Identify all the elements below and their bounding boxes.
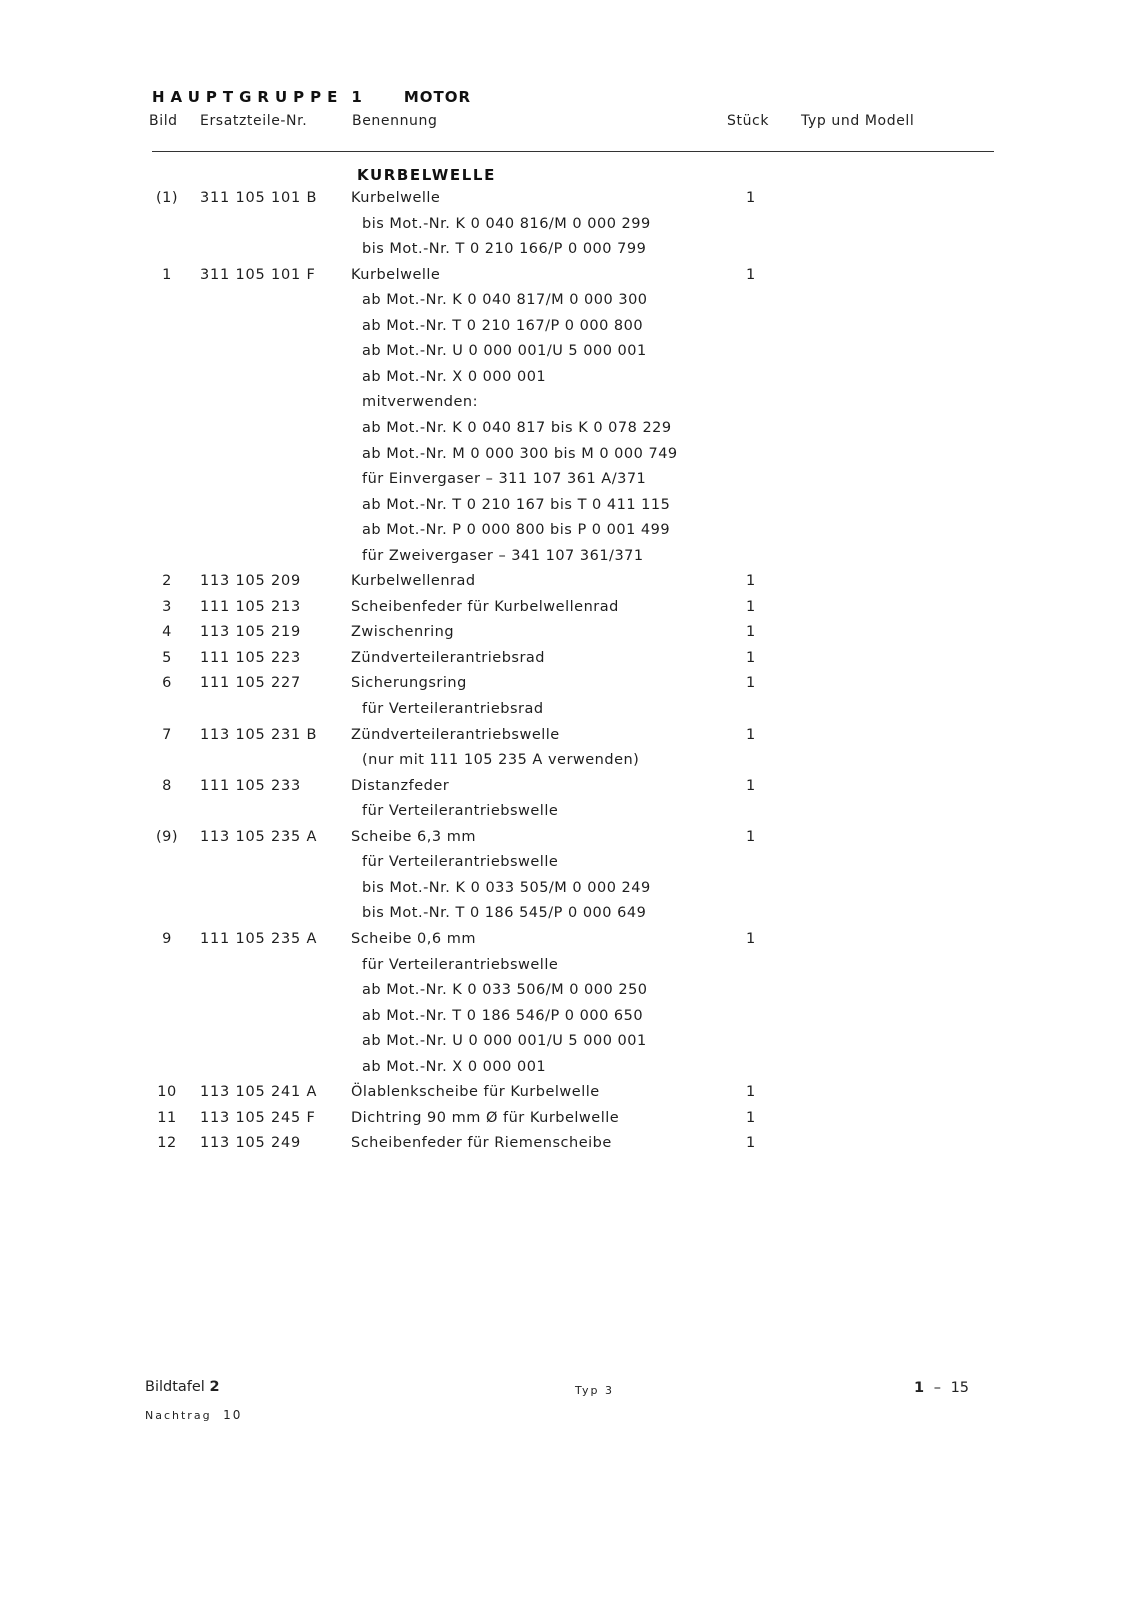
part-number-cell: 113 105 219 <box>200 624 302 640</box>
name-cell: (nur mit 111 105 235 A verwenden) <box>362 752 640 768</box>
name-cell: Scheibe 0,6 mm <box>351 931 476 947</box>
table-row-note <box>0 980 1142 1006</box>
name-cell: ab Mot.-Nr. U 0 000 001/U 5 000 001 <box>362 1033 647 1049</box>
name-cell: Zündverteilerantriebswelle <box>351 727 560 743</box>
part-number-cell: 113 105 241 A <box>200 1084 318 1100</box>
table-row <box>0 1108 1142 1134</box>
name-cell: ab Mot.-Nr. K 0 033 506/M 0 000 250 <box>362 982 648 998</box>
name-cell: Kurbelwelle <box>351 190 441 206</box>
table-row <box>0 1082 1142 1108</box>
name-cell: ab Mot.-Nr. T 0 210 167/P 0 000 800 <box>362 318 644 334</box>
name-cell: ab Mot.-Nr. X 0 000 001 <box>362 369 547 385</box>
supplement-reference <box>145 1408 242 1422</box>
name-cell: bis Mot.-Nr. T 0 210 166/P 0 000 799 <box>362 241 647 257</box>
name-cell: Scheibenfeder für Kurbelwellenrad <box>351 599 619 615</box>
part-number-cell: 311 105 101 B <box>200 190 318 206</box>
part-number-cell: 113 105 231 B <box>200 727 318 743</box>
table-row-note <box>0 1031 1142 1057</box>
group-label: HAUPTGRUPPE <box>152 88 344 106</box>
name-cell: für Einvergaser – 311 107 361 A/371 <box>362 471 647 487</box>
name-cell: Kurbelwelle <box>351 267 441 283</box>
table-row-note <box>0 750 1142 776</box>
name-cell: bis Mot.-Nr. K 0 040 816/M 0 000 299 <box>362 216 651 232</box>
part-number-cell: 113 105 249 <box>200 1135 302 1151</box>
name-cell: für Zweivergaser – 341 107 361/371 <box>362 548 644 564</box>
part-number-cell: 113 105 209 <box>200 573 302 589</box>
bild-cell: 7 <box>162 727 172 743</box>
bild-cell: 2 <box>162 573 172 589</box>
name-cell: Distanzfeder <box>351 778 450 794</box>
part-number-cell: 111 105 227 <box>200 675 302 691</box>
table-row-note <box>0 852 1142 878</box>
name-cell: Scheibenfeder für Riemenscheibe <box>351 1135 612 1151</box>
bild-cell: 10 <box>157 1084 177 1100</box>
table-row <box>0 673 1142 699</box>
table-row-note <box>0 469 1142 495</box>
quantity-cell: 1 <box>746 573 756 589</box>
quantity-cell: 1 <box>746 931 756 947</box>
quantity-cell: 1 <box>746 1084 756 1100</box>
part-number-cell: 113 105 245 F <box>200 1110 316 1126</box>
table-row-note <box>0 955 1142 981</box>
column-header-name: Benennung <box>352 113 438 129</box>
table-row <box>0 622 1142 648</box>
page-group: 1 <box>914 1380 925 1396</box>
table-row <box>0 776 1142 802</box>
page-number <box>914 1380 969 1396</box>
bild-cell: 8 <box>162 778 172 794</box>
bild-cell: 1 <box>162 267 172 283</box>
supplement-number: 10 <box>223 1408 243 1422</box>
bild-cell: 5 <box>162 650 172 666</box>
page-number-value: 15 <box>950 1380 970 1396</box>
quantity-cell: 1 <box>746 727 756 743</box>
section-title: KURBELWELLE <box>357 166 496 184</box>
name-cell: Zwischenring <box>351 624 455 640</box>
part-number-cell: 111 105 235 A <box>200 931 318 947</box>
name-cell: ab Mot.-Nr. K 0 040 817 bis K 0 078 229 <box>362 420 672 436</box>
name-cell: ab Mot.-Nr. T 0 186 546/P 0 000 650 <box>362 1008 644 1024</box>
table-row <box>0 571 1142 597</box>
group-number: 1 <box>351 88 368 106</box>
table-row <box>0 597 1142 623</box>
bild-cell: 12 <box>157 1135 177 1151</box>
table-row-note <box>0 214 1142 240</box>
table-row-note <box>0 801 1142 827</box>
bild-cell: 3 <box>162 599 172 615</box>
table-row-note <box>0 290 1142 316</box>
name-cell: ab Mot.-Nr. P 0 000 800 bis P 0 001 499 <box>362 522 671 538</box>
table-row-note <box>0 699 1142 725</box>
name-cell: bis Mot.-Nr. K 0 033 505/M 0 000 249 <box>362 880 651 896</box>
bild-cell: 11 <box>157 1110 177 1126</box>
name-cell: ab Mot.-Nr. U 0 000 001/U 5 000 001 <box>362 343 647 359</box>
table-row-note <box>0 392 1142 418</box>
table-row-note <box>0 1006 1142 1032</box>
name-cell: für Verteilerantriebswelle <box>362 803 559 819</box>
type-label: Typ 3 <box>575 1384 614 1397</box>
name-cell: Ölablenkscheibe für Kurbelwelle <box>351 1084 600 1100</box>
table-row-note <box>0 520 1142 546</box>
name-cell: für Verteilerantriebswelle <box>362 957 559 973</box>
table-row-note <box>0 444 1142 470</box>
name-cell: ab Mot.-Nr. K 0 040 817/M 0 000 300 <box>362 292 648 308</box>
table-row-note <box>0 903 1142 929</box>
table-row-note <box>0 546 1142 572</box>
name-cell: Zündverteilerantriebsrad <box>351 650 546 666</box>
table-row <box>0 929 1142 955</box>
quantity-cell: 1 <box>746 1135 756 1151</box>
name-cell: Sicherungsring <box>351 675 467 691</box>
name-cell: für Verteilerantriebsrad <box>362 701 544 717</box>
plate-label: Bildtafel <box>145 1379 205 1395</box>
table-row-note <box>0 495 1142 521</box>
group-name: MOTOR <box>403 88 472 106</box>
table-row-note <box>0 367 1142 393</box>
quantity-cell: 1 <box>746 267 756 283</box>
table-row-note <box>0 878 1142 904</box>
bild-cell: 4 <box>162 624 172 640</box>
plate-number: 2 <box>209 1379 220 1395</box>
name-cell: Dichtring 90 mm Ø für Kurbelwelle <box>351 1110 620 1126</box>
part-number-cell: 113 105 235 A <box>200 829 318 845</box>
part-number-cell: 111 105 233 <box>200 778 302 794</box>
plate-reference <box>145 1379 220 1395</box>
bild-cell: (1) <box>155 190 179 206</box>
page-title <box>152 88 471 106</box>
quantity-cell: 1 <box>746 650 756 666</box>
part-number-cell: 111 105 213 <box>200 599 302 615</box>
column-header-bild: Bild <box>149 113 178 129</box>
table-row <box>0 1133 1142 1159</box>
table-row-note <box>0 239 1142 265</box>
table-row <box>0 188 1142 214</box>
quantity-cell: 1 <box>746 599 756 615</box>
name-cell: für Verteilerantriebswelle <box>362 854 559 870</box>
name-cell: bis Mot.-Nr. T 0 186 545/P 0 000 649 <box>362 905 647 921</box>
table-row-note <box>0 341 1142 367</box>
table-row <box>0 265 1142 291</box>
name-cell: Kurbelwellenrad <box>351 573 476 589</box>
column-header-model: Typ und Modell <box>801 113 915 129</box>
quantity-cell: 1 <box>746 1110 756 1126</box>
table-row-note <box>0 418 1142 444</box>
bild-cell: (9) <box>155 829 179 845</box>
quantity-cell: 1 <box>746 675 756 691</box>
quantity-cell: 1 <box>746 829 756 845</box>
name-cell: ab Mot.-Nr. T 0 210 167 bis T 0 411 115 <box>362 497 671 513</box>
page-separator: – <box>933 1380 941 1396</box>
name-cell: ab Mot.-Nr. X 0 000 001 <box>362 1059 547 1075</box>
quantity-cell: 1 <box>746 190 756 206</box>
column-header-qty: Stück <box>727 113 770 129</box>
table-row <box>0 827 1142 853</box>
quantity-cell: 1 <box>746 624 756 640</box>
part-number-cell: 311 105 101 F <box>200 267 316 283</box>
name-cell: mitverwenden: <box>362 394 478 410</box>
table-row <box>0 648 1142 674</box>
header-divider <box>152 151 994 152</box>
name-cell: ab Mot.-Nr. M 0 000 300 bis M 0 000 749 <box>362 446 678 462</box>
table-row <box>0 725 1142 751</box>
table-row-note <box>0 316 1142 342</box>
part-number-cell: 111 105 223 <box>200 650 302 666</box>
bild-cell: 6 <box>162 675 172 691</box>
bild-cell: 9 <box>162 931 172 947</box>
table-row-note <box>0 1057 1142 1083</box>
column-header-part-no: Ersatzteile-Nr. <box>200 113 308 129</box>
quantity-cell: 1 <box>746 778 756 794</box>
name-cell: Scheibe 6,3 mm <box>351 829 476 845</box>
supplement-label: Nachtrag <box>145 1409 212 1422</box>
